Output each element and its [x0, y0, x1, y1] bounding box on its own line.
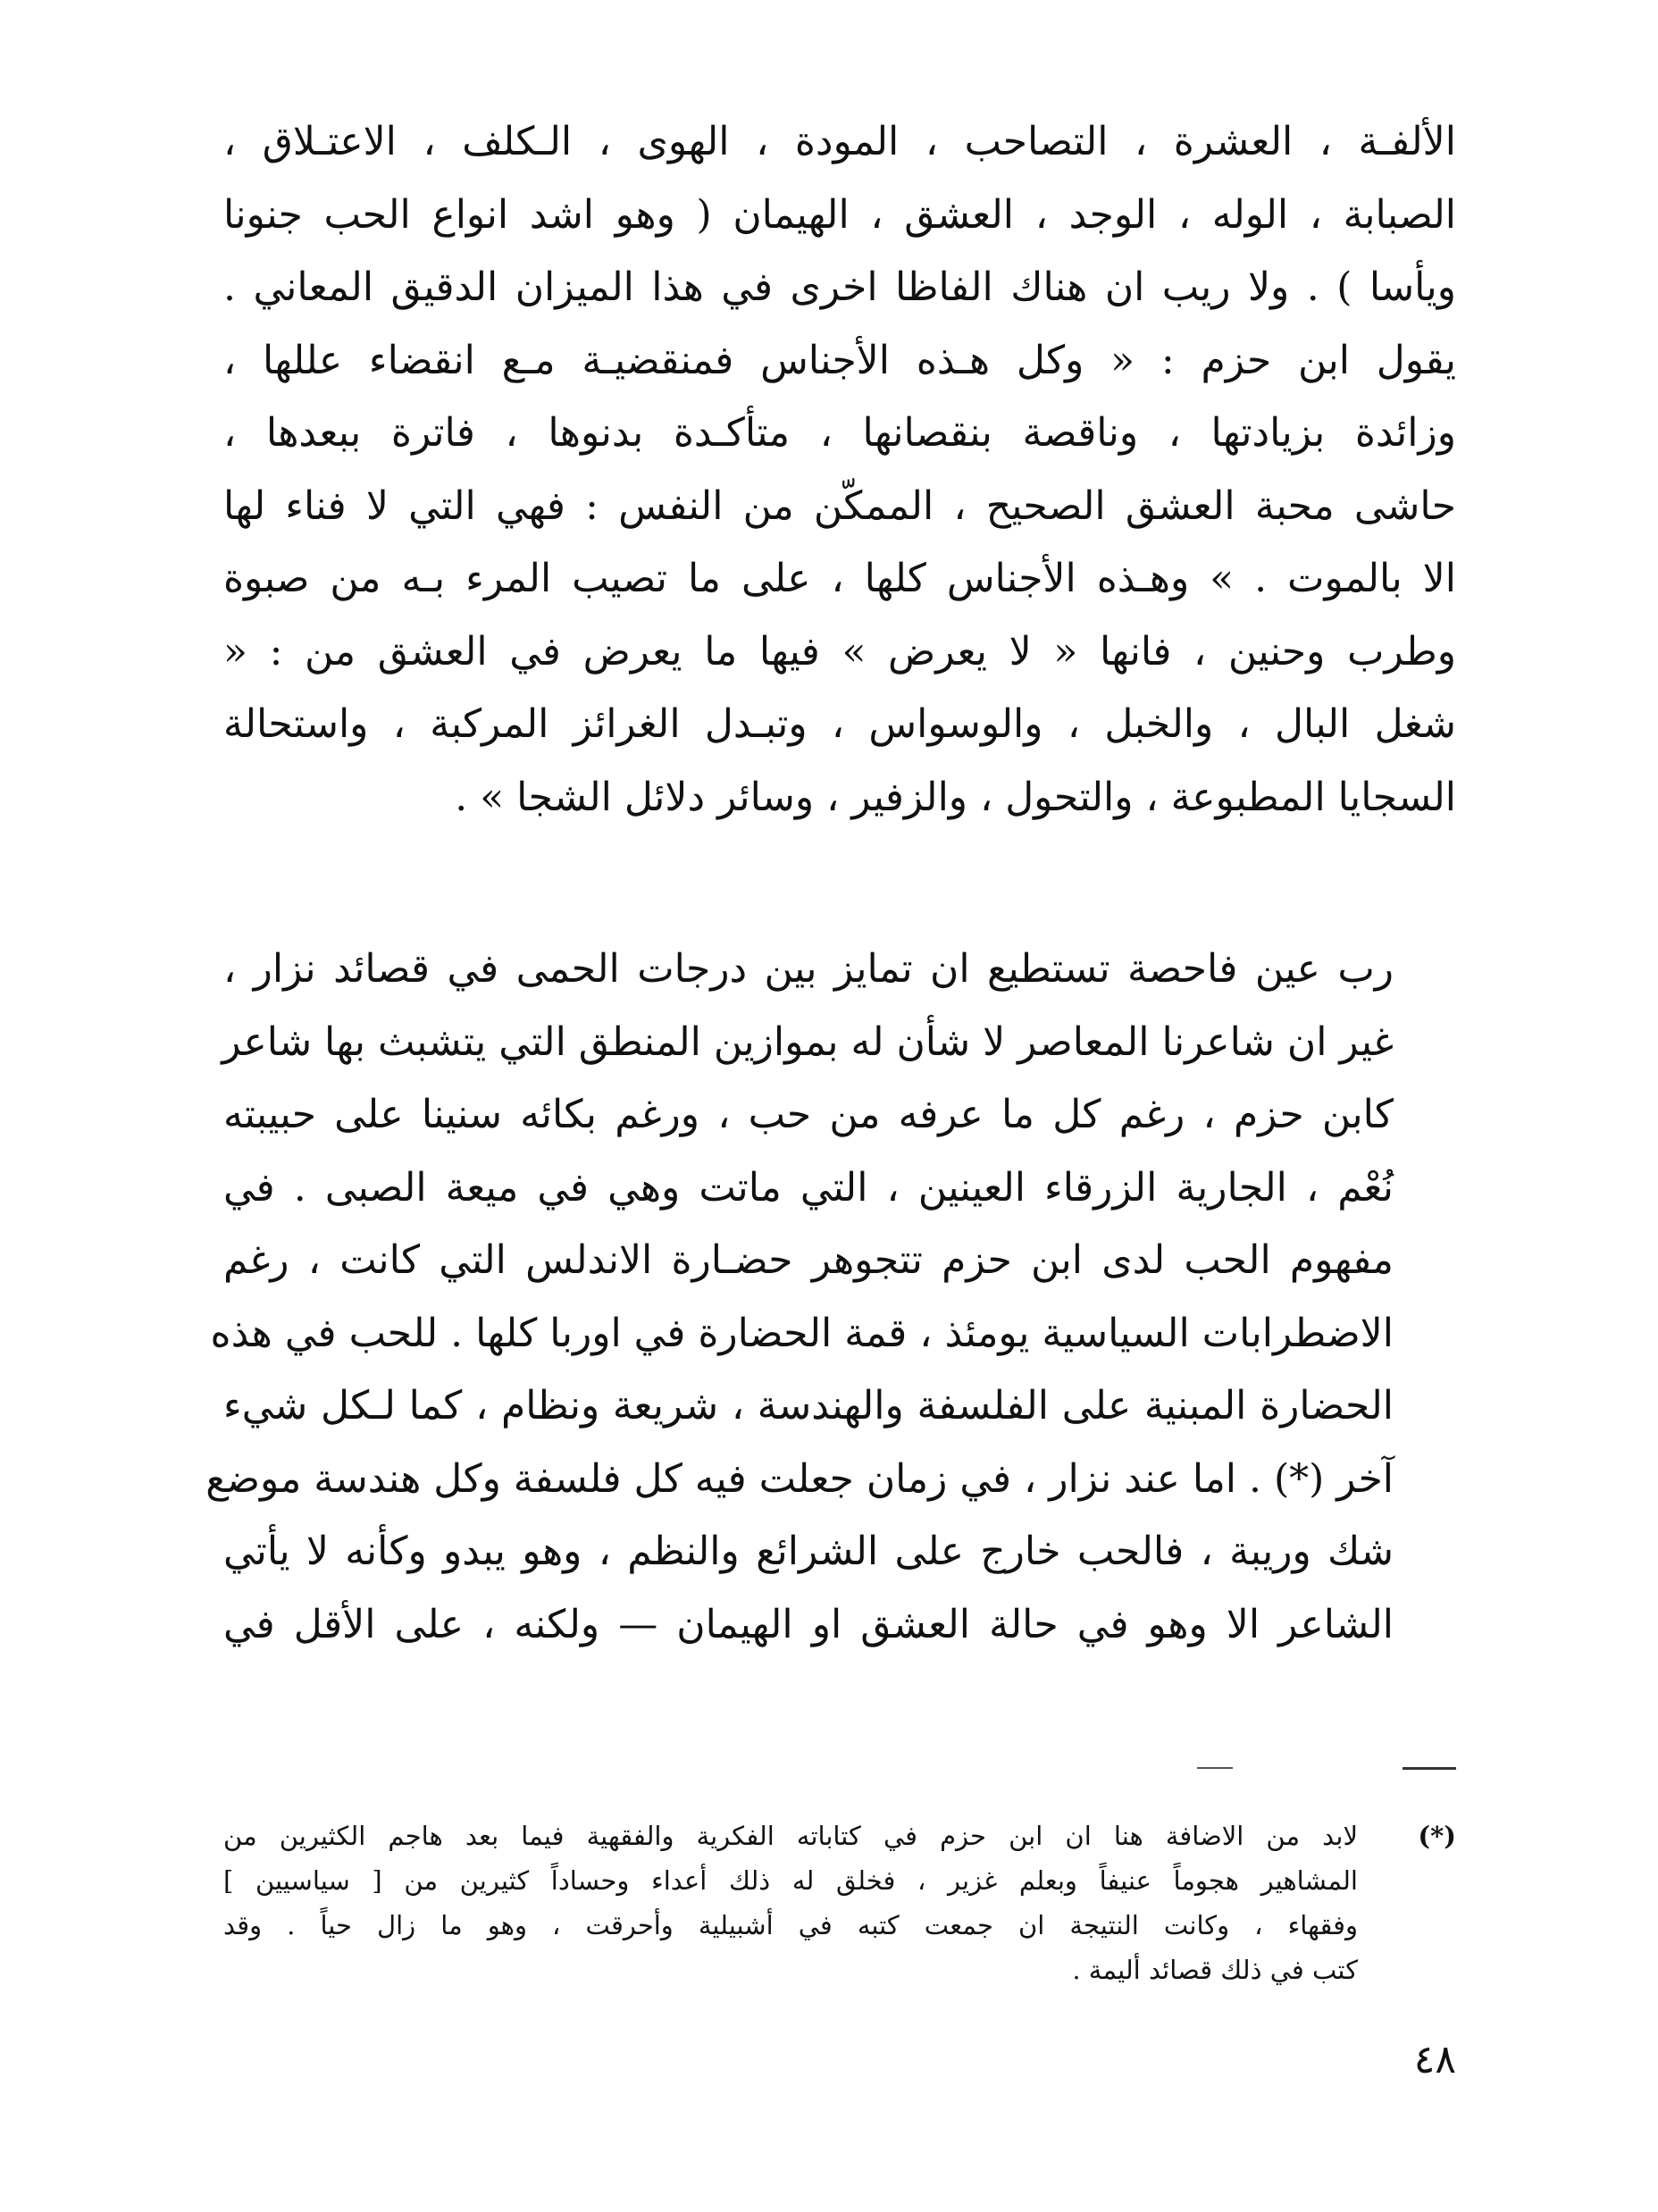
paragraph-1-line: وطرب وحنين ، فانها « لا يعرض » فيها ما يعرض في العشق من : «: [223, 628, 1456, 674]
paragraph-2-line: غير ان شاعرنا المعاصر لا شأن له بموازين المنطق التي يتشبث بها شاعر: [222, 1018, 1394, 1065]
paragraph-2-line: آخر (*) . اما عند نزار ، في زمان جعلت فيه كل فلسفة وكل هندسة موضع: [205, 1455, 1394, 1502]
paragraph-1-line: وزائدة بزيادتها ، وناقصة بنقصانها ، متأكـدة بدنوها ، فاترة ببعدها ،: [223, 410, 1456, 456]
paragraph-2-line: الحضارة المبنية على الفلسفة والهندسة ، شريعة ونظام ، كما لـكل شيء: [223, 1383, 1394, 1429]
paragraph-1-line: السجايا المطبوعة ، والتحول ، والزفير ، وسائر دلائل الشجا » .: [455, 774, 1456, 820]
footnote: [223, 1814, 1456, 1992]
footnote-marker: (*): [1418, 1821, 1456, 1851]
page-number: ٤٨: [1413, 2037, 1456, 2082]
paragraph-2-line: رب عين فاحصة تستطيع ان تمايز بين درجات الحمى في قصائد نزار ،: [223, 946, 1394, 992]
paragraph-1-line: الا بالموت . » وهـذه الأجناس كلها ، على ما تصيب المرء بـه من صبوة: [223, 556, 1456, 601]
footnote-rule: [1403, 1767, 1456, 1770]
paragraph-1-line: يقول ابن حزم : « وكل هـذه الأجناس فمنقضيـة مـع انقضاء عللها ،: [223, 337, 1456, 383]
paragraph-1: [223, 105, 1456, 834]
paragraph-1-line: شغل البال ، والخبل ، والوسواس ، وتبـدل الغرائز المركبة ، واستحالة: [223, 701, 1456, 747]
footnote-line: المشاهير هجوماً عنيفاً وبعلم غزير ، فخلق له ذلك أعداء وحساداً كثيرين من [ سياسيين ]: [223, 1865, 1358, 1896]
paragraph-2: [205, 933, 1456, 1661]
paragraph-1-line: حاشى محبة العشق الصحيح ، الممكّن من النفس : فهي التي لا فناء لها: [223, 482, 1456, 529]
footnote-line: كتب في ذلك قصائد أليمة .: [1072, 1955, 1358, 1985]
footnote-body: [223, 1814, 1358, 1992]
paragraph-1-line: ويأسا ) . ولا ريب ان هناك الفاظا اخرى في هذا الميزان الدقيق المعاني .: [223, 264, 1456, 310]
separator-mark: [1197, 1767, 1233, 1769]
paragraph-2-line: كابن حزم ، رغم كل ما عرفه من حب ، ورغم بكائه سنينا على حبيبته: [223, 1092, 1394, 1137]
paragraph-2-line: مفهوم الحب لدى ابن حزم تتجوهر حضـارة الاندلس التي كانت ، رغم: [223, 1237, 1394, 1283]
paragraph-2-line: الشاعر الا وهو في حالة العشق او الهيمان — ولكنه ، على الأقل في: [223, 1601, 1394, 1647]
paragraph-2-line: شك وريبة ، فالحب خارج على الشرائع والنظم ، وهو يبدو وكأنه لا يأتي: [223, 1529, 1394, 1574]
paragraph-2-line: الاضطرابات السياسية يومئذ ، قمة الحضارة في اوربا كلها . للحب في هذه: [210, 1310, 1394, 1356]
paragraph-2-line: نُعْم ، الجارية الزرقاء العينين ، التي ماتت وهي في ميعة الصبى . في: [223, 1164, 1394, 1211]
footnote-line: وفقهاء ، وكانت النتيجة ان جمعت كتبه في أشبيلية وأحرقت ، وهو ما زال حياً . وقد: [223, 1910, 1358, 1940]
paragraph-1-line: الصبابة ، الوله ، الوجد ، العشق ، الهيمان ( وهو اشد انواع الحب جنونا: [223, 191, 1456, 238]
footnote-line: لابد من الاضافة هنا ان ابن حزم في كتاباته الفكرية والفقهية فيما بعد هاجم الكثيرين من: [223, 1821, 1358, 1851]
paragraph-1-line: الألفـة ، العشرة ، التصاحب ، المودة ، الهوى ، الـكلف ، الاعتـلاق ،: [223, 119, 1456, 164]
